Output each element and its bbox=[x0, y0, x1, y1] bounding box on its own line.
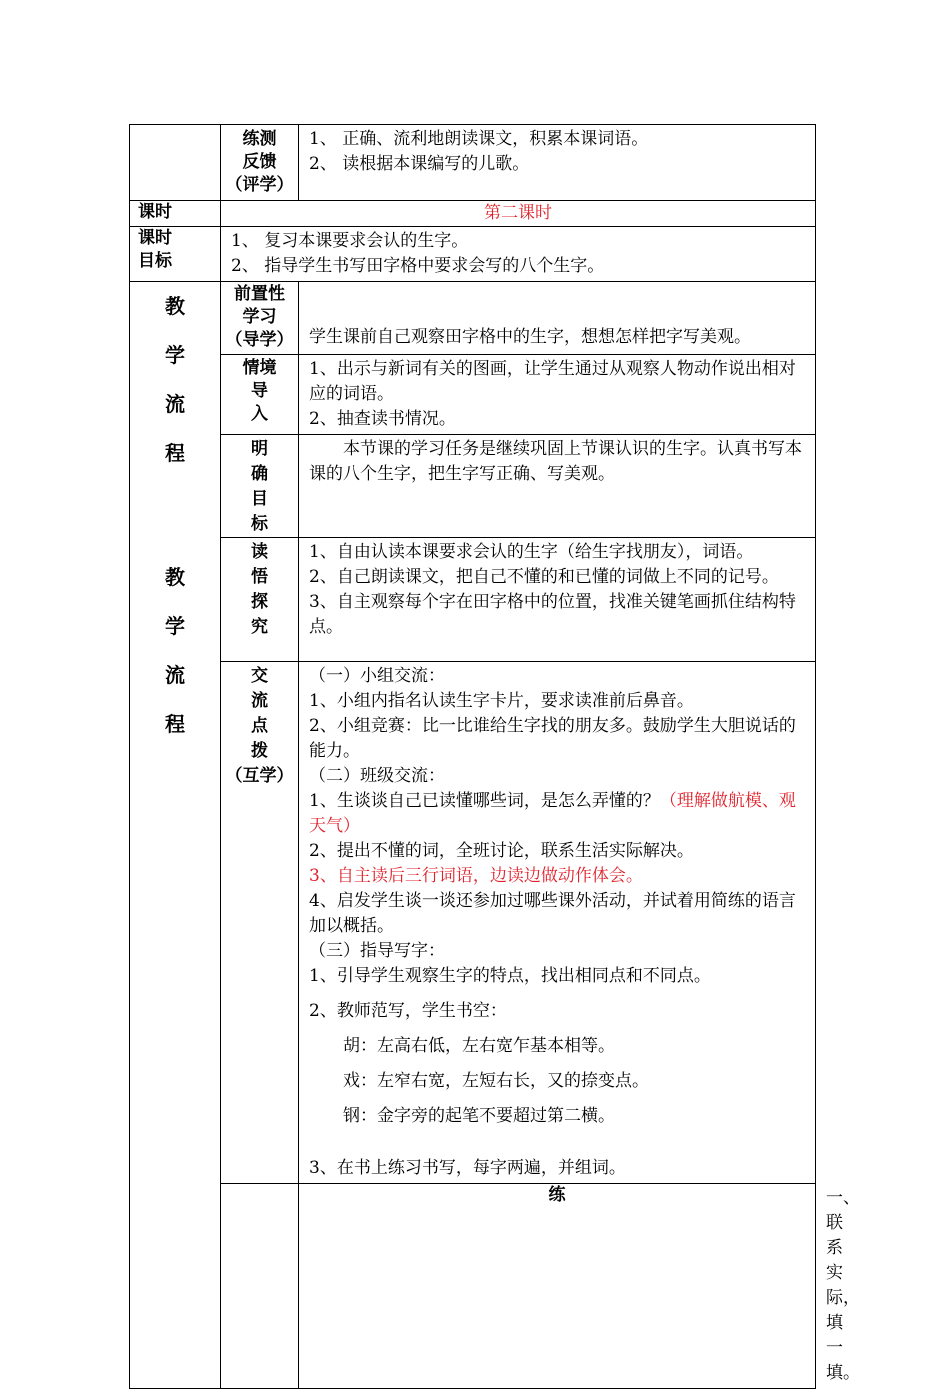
practice-label: 练 bbox=[299, 1184, 816, 1389]
objective-label: 明 确 目 标 bbox=[221, 435, 299, 538]
prestudy-row bbox=[130, 282, 816, 355]
prestudy-label: 前置性 学习 （导学） bbox=[221, 282, 299, 355]
exchange-content: （一）小组交流： 1、小组内指名认读生字卡片，要求读准前后鼻音。 2、小组竞赛：比一比谁给生字找的朋友多。鼓励学生大胆说话的能力。 （二）班级交流： 1、生谈谈自己已读懂哪些词，是怎么弄懂的？（理解做航模、观天气） 2、提出不懂的词，全班讨论，联系生活实际解决。 3、自主读后三行词语，边读边做动作体会。 4、启发学生谈一谈还参加过哪些课外活动，并试着用简练的语言加以概括。 （三）指导写字： 1、引导学生观察生字的特点，找出相同点和不同点。 2、教师范写，学生书空： 胡：左高右低，左右宽乍基本相等。 戏：左窄右宽，左短右长，又的捺变点。 钢：金字旁的起笔不要超过第二横。 3、在书上练习书写，每字两遍，并组词。 bbox=[299, 662, 816, 1184]
goals-row bbox=[130, 227, 816, 282]
explore-label: 读 悟 探 究 bbox=[221, 538, 299, 662]
flow-label: 教 学 流 程 教 学 流 程 bbox=[130, 282, 221, 1389]
goals-content: 1、 复习本课要求会认的生字。 2、 指导学生书写田字格中要求会写的八个生字。 bbox=[221, 227, 816, 282]
period-label: 课时 bbox=[130, 201, 221, 227]
situation-content: 1、出示与新词有关的图画，让学生通过从观察人物动作说出相对应的词语。 2、抽查读书情况。 bbox=[299, 355, 816, 435]
class-item-1: 1、生谈谈自己已读懂哪些词，是怎么弄懂的？（理解做航模、观天气） bbox=[309, 791, 796, 836]
empty-cell bbox=[221, 1184, 299, 1389]
exchange-label: 交 流 点 拨 （互学） bbox=[221, 662, 299, 1184]
objective-row bbox=[130, 435, 816, 538]
lesson-plan-table bbox=[129, 124, 860, 1389]
objective-content: 本节课的学习任务是继续巩固上节课认识的生字。认真书写本课的八个生字，把生字写正确、写美观。 bbox=[299, 435, 816, 538]
practice-row: 练 一、联系实际，填一填。 bbox=[130, 1184, 816, 1389]
explore-content: 1、自由认读本课要求会认的生字（给生字找朋友），词语。 2、自己朗读课文，把自己不懂的和已懂的词做上不同的记号。 3、自主观察每个字在田字格中的位置，找准关键笔画抓住结构特点。 bbox=[299, 538, 816, 662]
explore-row bbox=[130, 538, 816, 662]
goals-label: 课时 目标 bbox=[130, 227, 221, 282]
prestudy-content: 学生课前自己观察田字格中的生字，想想怎样把字写美观。 bbox=[299, 282, 816, 355]
feedback-label: 练测 反馈 （评学） bbox=[221, 125, 299, 201]
period-row bbox=[130, 201, 816, 227]
exchange-row bbox=[130, 662, 816, 1184]
situation-label: 情境 导 入 bbox=[221, 355, 299, 435]
empty-cell bbox=[130, 125, 221, 201]
feedback-content: 1、 正确、流利地朗读课文，积累本课词语。 2、 读根据本课编写的儿歌。 bbox=[299, 125, 816, 201]
feedback-row bbox=[130, 125, 816, 201]
period-value: 第二课时 bbox=[221, 201, 816, 227]
situation-row bbox=[130, 355, 816, 435]
